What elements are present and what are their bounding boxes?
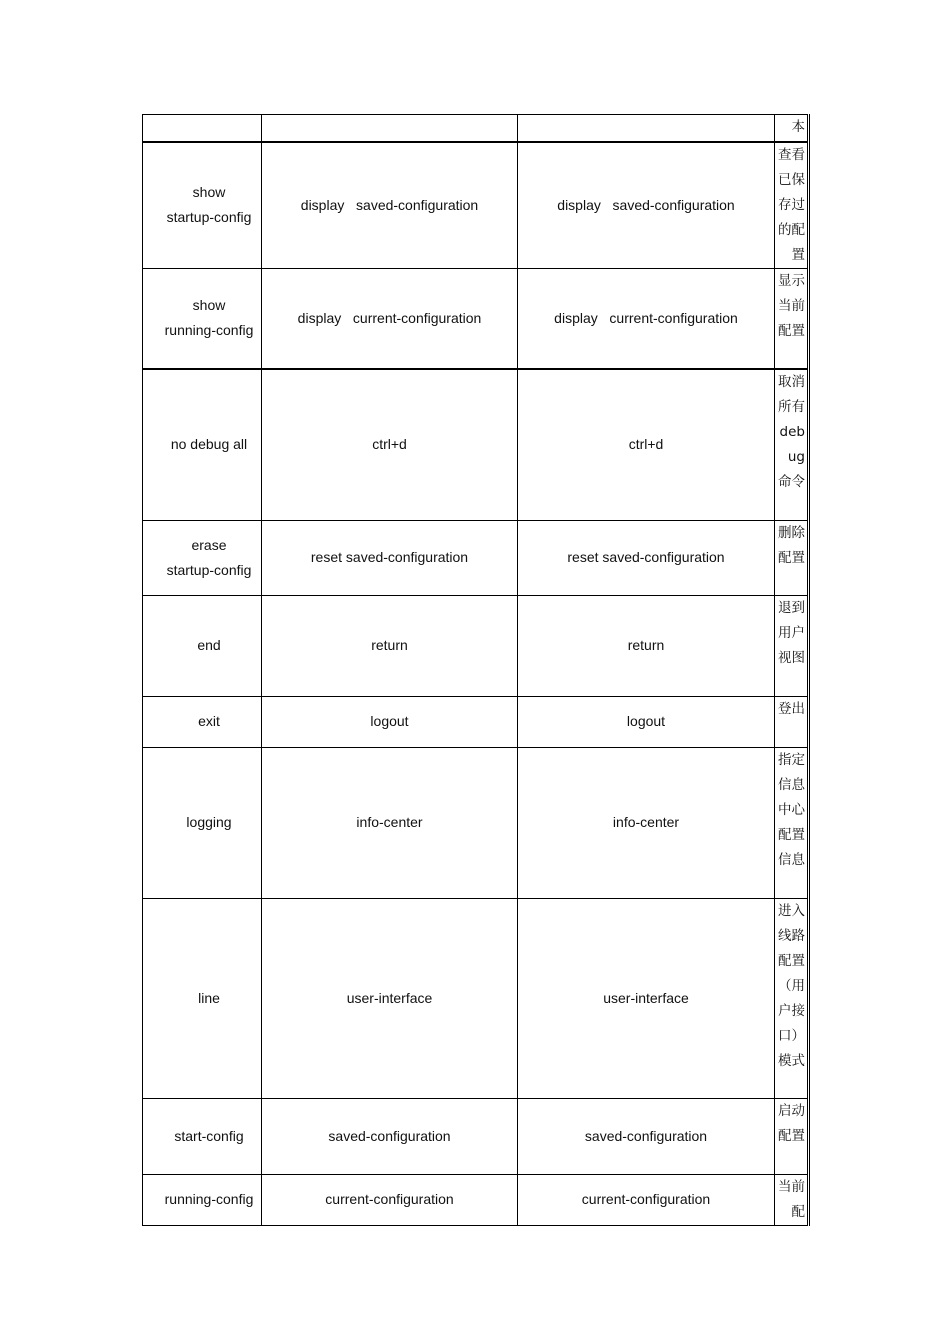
cisco-command-line: erase <box>191 536 227 553</box>
table-row <box>143 595 809 696</box>
header-cell-1 <box>143 115 262 142</box>
table-row <box>143 142 809 269</box>
cisco-command-line: running-config <box>164 322 254 339</box>
description-cell: 指定信息中心配置信息 <box>775 747 809 898</box>
cisco-command-cell <box>143 1174 262 1225</box>
h3c-command-cell: info-center <box>518 747 775 898</box>
cisco-command-cell <box>143 268 262 369</box>
cisco-command-line: startup-config <box>166 561 252 578</box>
huawei-command-cell: return <box>262 595 518 696</box>
huawei-command-cell: logout <box>262 696 518 747</box>
h3c-command-cell: current-configuration <box>518 1174 775 1225</box>
huawei-command-cell: reset saved-configuration <box>262 520 518 595</box>
description-cell: 当前配 <box>775 1174 809 1225</box>
table-row <box>143 520 809 595</box>
cisco-command-cell <box>143 1098 262 1174</box>
cisco-command-line: line <box>198 989 220 1006</box>
cisco-command-cell <box>143 369 262 520</box>
cisco-command-line: running-config <box>164 1191 254 1207</box>
description-cell: 进入线路配置（用户接口）模式 <box>775 898 809 1098</box>
h3c-command-cell: logout <box>518 696 775 747</box>
table-row <box>143 898 809 1098</box>
table-row <box>143 369 809 520</box>
cisco-command-cell <box>143 898 262 1098</box>
cisco-command-cell <box>143 520 262 595</box>
cisco-command-line: show <box>192 184 226 200</box>
huawei-command-cell: display saved-configuration <box>262 142 518 269</box>
huawei-command-cell: user-interface <box>262 898 518 1098</box>
header-cell-2 <box>262 115 518 142</box>
cisco-command-cell <box>143 696 262 747</box>
h3c-command-cell: display current-configuration <box>518 268 775 369</box>
cisco-command-line: exit <box>198 713 220 729</box>
cisco-command-line: logging <box>186 814 232 830</box>
h3c-command-cell: ctrl+d <box>518 369 775 520</box>
table-header-row <box>143 115 809 142</box>
cisco-command-line: show <box>192 297 226 314</box>
cisco-command-line: end <box>197 637 221 653</box>
command-comparison-table <box>142 114 810 1226</box>
cisco-command-line: startup-config <box>166 209 252 225</box>
description-cell: 启动配置 <box>775 1098 809 1174</box>
huawei-command-cell: saved-configuration <box>262 1098 518 1174</box>
h3c-command-cell: user-interface <box>518 898 775 1098</box>
table-row <box>143 696 809 747</box>
table-row <box>143 1174 809 1225</box>
header-cell-4: 本 <box>775 115 809 142</box>
huawei-command-cell: display current-configuration <box>262 268 518 369</box>
description-cell: 删除配置 <box>775 520 809 595</box>
cisco-command-cell <box>143 595 262 696</box>
cisco-command-cell <box>143 142 262 269</box>
huawei-command-cell: current-configuration <box>262 1174 518 1225</box>
table-row <box>143 747 809 898</box>
huawei-command-cell: ctrl+d <box>262 369 518 520</box>
cisco-command-line: no debug all <box>170 436 248 453</box>
description-cell: 登出 <box>775 696 809 747</box>
table-row <box>143 268 809 369</box>
table-row <box>143 1098 809 1174</box>
huawei-command-cell: info-center <box>262 747 518 898</box>
header-cell-3 <box>518 115 775 142</box>
description-cell: 取消所有debug命令 <box>775 369 809 520</box>
description-cell: 退到用户视图 <box>775 595 809 696</box>
description-cell: 显示当前配置 <box>775 268 809 369</box>
h3c-command-cell: display saved-configuration <box>518 142 775 269</box>
description-cell: 查看已保存过的配置 <box>775 142 809 269</box>
h3c-command-cell: reset saved-configuration <box>518 520 775 595</box>
h3c-command-cell: return <box>518 595 775 696</box>
cisco-command-cell <box>143 747 262 898</box>
h3c-command-cell: saved-configuration <box>518 1098 775 1174</box>
cisco-command-line: start-config <box>174 1127 244 1144</box>
